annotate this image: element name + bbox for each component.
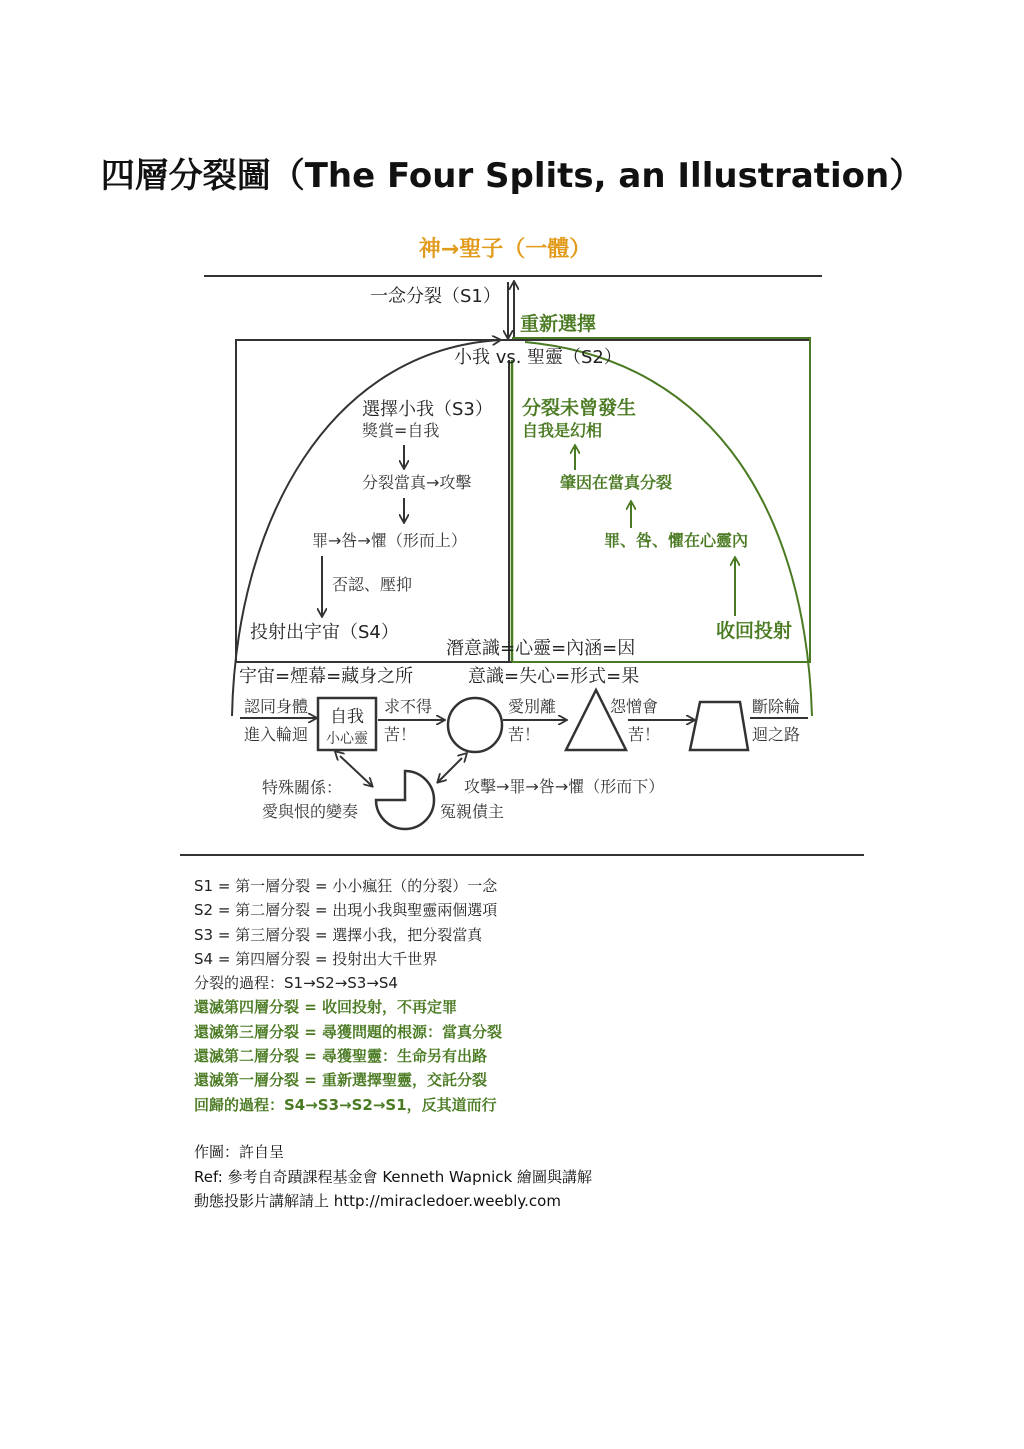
credit-reference: Ref: 參考自奇蹟課程基金會 Kenneth Wapnick 繪圖與講解: [194, 1167, 592, 1186]
end-cycle-2: 迴之路: [752, 725, 801, 744]
s4-label: 投射出宇宙（S4）: [250, 622, 399, 643]
legend-s1: S1 = 第一層分裂 = 小小瘋狂（的分裂）一念: [194, 877, 498, 895]
arrow-circle-to-relations: [438, 758, 462, 782]
in-mind-label: 罪、咎、懼在心靈內: [604, 531, 749, 550]
step-real: 分裂當真→攻擊: [362, 473, 472, 492]
want-label-2: 苦！: [384, 725, 417, 744]
legend-undo-s2: 還滅第二層分裂 = 尋獲聖靈：生命另有出路: [194, 1047, 488, 1066]
arrow-self-to-relations: [340, 756, 372, 786]
end-cycle-1: 斷除輪: [752, 697, 801, 716]
s1-label: 一念分裂（S1）: [370, 286, 501, 307]
ego-arc: [232, 340, 500, 716]
never-happened-title: 分裂未曾發生: [522, 397, 637, 419]
conscious-label: 意識=失心=形式=果: [468, 666, 640, 687]
s2-label-spirit: 聖靈（S2）: [527, 347, 622, 368]
credits: [194, 1140, 592, 1214]
never-happened-sub: 自我是幻相: [522, 421, 603, 440]
legend-undo-s4: 還滅第四層分裂 = 收回投射，不再定罪: [194, 998, 458, 1017]
legend-s3: S3 = 第三層分裂 = 選擇小我，把分裂當真: [194, 925, 483, 944]
want-label-1: 求不得: [384, 697, 433, 716]
oneness-label: 神→聖子（一體）: [418, 237, 592, 262]
subconscious-label: 潛意識=心靈=內涵=因: [446, 638, 636, 659]
special-relations-2: 愛與恨的變奏: [262, 802, 359, 821]
hate-label-1: 怨憎會: [610, 697, 659, 716]
trapezoid-shape: [690, 702, 748, 750]
legend-s4: S4 = 第四層分裂 = 投射出大千世界: [194, 949, 438, 968]
pacman-shape: [376, 771, 434, 829]
love-label-2: 苦！: [508, 725, 541, 744]
page-title: 四層分裂圖（The Four Splits, an Illustration）: [100, 156, 924, 196]
s2-label-ego: 小我 vs.: [454, 347, 522, 368]
self-label: 自我: [330, 707, 364, 727]
credit-link[interactable]: 動態投影片講解請上 http://miracledoer.weebly.com: [194, 1192, 561, 1210]
legend-split-process: 分裂的過程：S1→S2→S3→S4: [194, 974, 398, 993]
identify-body-2: 進入輪迴: [244, 725, 309, 744]
legend-return-process: 回歸的過程：S4→S3→S2→S1，反其道而行: [194, 1095, 497, 1114]
step-sin: 罪→咎→懼（形而上）: [312, 531, 467, 550]
step-deny: 否認、壓抑: [332, 575, 413, 594]
legend-s2: S2 = 第二層分裂 = 出現小我與聖靈兩個選項: [194, 901, 498, 920]
universe-label: 宇宙=煙幕=藏身之所: [239, 666, 414, 687]
rechoose-label: 重新選擇: [520, 313, 597, 335]
legend-undo-s3: 還滅第三層分裂 = 尋獲問題的根源：當真分裂: [194, 1022, 503, 1041]
legend: [194, 874, 502, 1117]
love-label-1: 愛別離: [508, 697, 557, 716]
credit-author: 作圖：許自呈: [194, 1143, 285, 1161]
small-mind-label: 小心靈: [326, 731, 368, 747]
cause-label: 肇因在當真分裂: [560, 473, 673, 492]
s3-sub: 獎賞=自我: [362, 421, 440, 440]
s3-title: 選擇小我（S3）: [362, 399, 493, 420]
legend-undo-s1: 還滅第一層分裂 = 重新選擇聖靈，交託分裂: [194, 1071, 488, 1090]
attack-chain-label: 攻擊→罪→咎→懼（形而下）: [464, 777, 665, 796]
circle-shape: [448, 698, 502, 752]
special-relations-1: 特殊關係：: [262, 778, 343, 797]
creditor-label: 冤親債主: [440, 802, 505, 821]
withdraw-label: 收回投射: [716, 620, 793, 642]
identify-body-1: 認同身體: [244, 697, 309, 716]
hate-label-2: 苦！: [628, 725, 661, 744]
